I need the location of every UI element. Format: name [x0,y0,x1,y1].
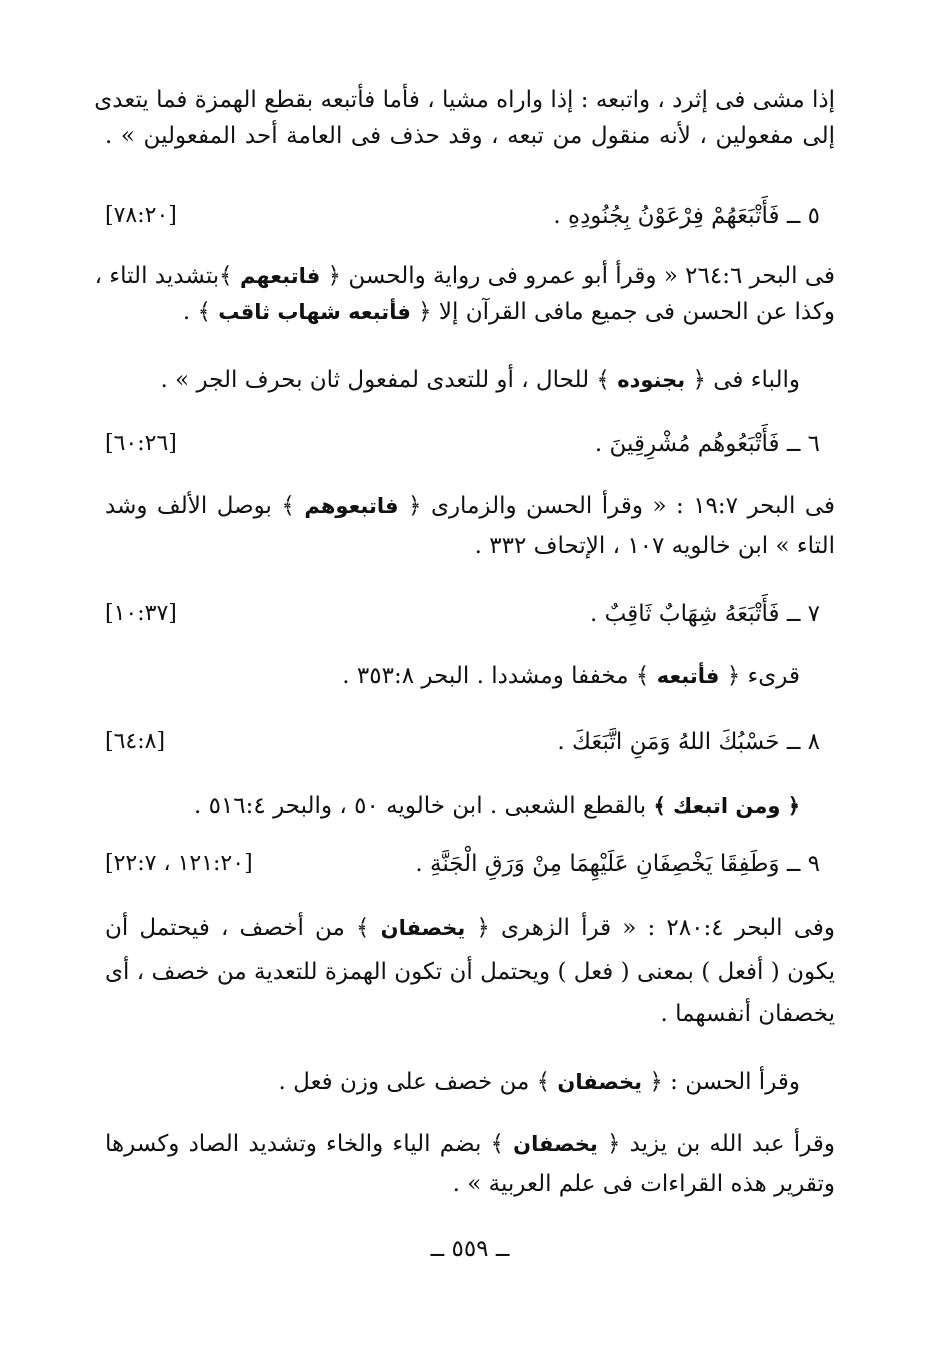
text-line [105,1128,835,1160]
quoted-reading: ﴿ ومن اتبعك ﴾ [653,794,800,818]
text: ﴾ . [182,299,219,325]
verse-reference: [٦٤:٨] [105,729,166,754]
quoted-reading: يخصفان [380,916,466,940]
text: قرىء ﴿ [719,663,800,689]
text-line [279,1066,800,1098]
page-number: ــ ٥٥٩ ــ [430,1236,510,1262]
text: وفى البحر ٢٨٠:٤ : « قرأ الزهرى ﴿ [465,915,835,941]
text: وكذا عن الحسن فى جميع مافى القرآن إلا ﴿ [410,299,835,325]
verse-entry: ٦ ــ فَأَتْبَعُوهُم مُشْرِقِينَ . [594,431,820,457]
text-line [342,660,800,692]
verse-reference: [٦٠:٢٦] [105,431,177,456]
verse-reference: [١٢١:٢٠ ، ٢٢:٧] [105,851,253,876]
text: ﴾ بوصل الألف وشد [105,493,305,519]
text-line [160,364,800,396]
text-line [194,790,800,822]
quoted-reading: يخصفان [513,1132,598,1156]
text-line: وتقرير هذه القراءات فى علم العربية » . [452,1171,835,1197]
quoted-reading: فاتبعوهم [304,494,399,518]
quoted-reading: فاتبعهم [239,264,321,288]
verse-reference: [٧٨:٢٠] [105,203,177,228]
text: والباء فى ﴿ [685,367,800,393]
text: ﴾ مخففا ومشددا . البحر ٣٥٣:٨ . [342,663,657,689]
quoted-reading: فأتبعه [656,664,720,688]
text: وقرأ الحسن : ﴿ [642,1069,800,1095]
text-line: إلى مفعولين ، لأنه منقول من تبعه ، وقد حذف فى العامة أحد المفعولين » . [105,123,835,149]
text-line: إذا مشى فى إثرد ، واتبعه : إذا واراه مشيا ، فأما فأتبعه بقطع الهمزة فما يتعدى [94,87,835,113]
verse-reference: [١٠:٣٧] [105,601,177,626]
text: ﴾ بضم الياء والخاء وتشديد الصاد وكسرها [105,1131,514,1157]
quoted-reading: فأتبعه شهاب ثاقب [218,300,411,324]
quoted-reading: بجنوده [617,368,686,392]
text-line [105,490,835,522]
text-line [94,260,835,292]
text-line: يخصفان أنفسهما . [660,1001,835,1027]
text: فى البحر ١٩:٧ : « وقرأ الحسن والزمارى ﴿ [398,493,835,519]
verse-entry: ٥ ــ فَأَتْبَعَهُمْ فِرْعَوْنُ بِجُنُودِهِ . [553,203,820,229]
text-line [105,912,835,944]
text-line: يكون ( أفعل ) بمعنى ( فعل ) ويحتمل أن تكون الهمزة للتعدية من خصف ، أى [105,959,835,985]
text: بالقطع الشعبى . ابن خالويه ٥٠ ، والبحر ٥١٦:٤ . [193,793,654,819]
text: ﴾ من خصف على وزن فعل . [278,1069,558,1095]
verse-entry: ٧ ــ فَأَتْبَعَهُ شِهَابٌ ثَاقِبٌ . [590,601,820,627]
text: فى البحر ٢٦٤:٦ « وقرأ أبو عمرو فى رواية والحسن ﴿ [320,263,835,289]
text-line [105,296,835,328]
text-line: التاء » ابن خالويه ١٠٧ ، الإتحاف ٣٣٢ . [474,533,835,559]
verse-entry: ٨ ــ حَسْبُكَ اللهُ وَمَنِ اتَّبَعَكَ . [557,729,820,755]
text: ﴾ للحال ، أو للتعدى لمفعول ثان بحرف الجر » . [160,367,618,393]
verse-entry: ٩ ــ وَطَفِقَا يَخْصِفَانِ عَلَيْهِمَا مِنْ وَرَقِ الْجَنَّةِ . [415,851,820,877]
text: ﴾ من أخصف ، فيحتمل أن [105,915,381,941]
text: وقرأ عبد الله بن يزيد ﴿ [597,1131,835,1157]
text: ﴾بتشديد التاء ، [94,263,240,289]
quoted-reading: يخصفان [557,1070,643,1094]
